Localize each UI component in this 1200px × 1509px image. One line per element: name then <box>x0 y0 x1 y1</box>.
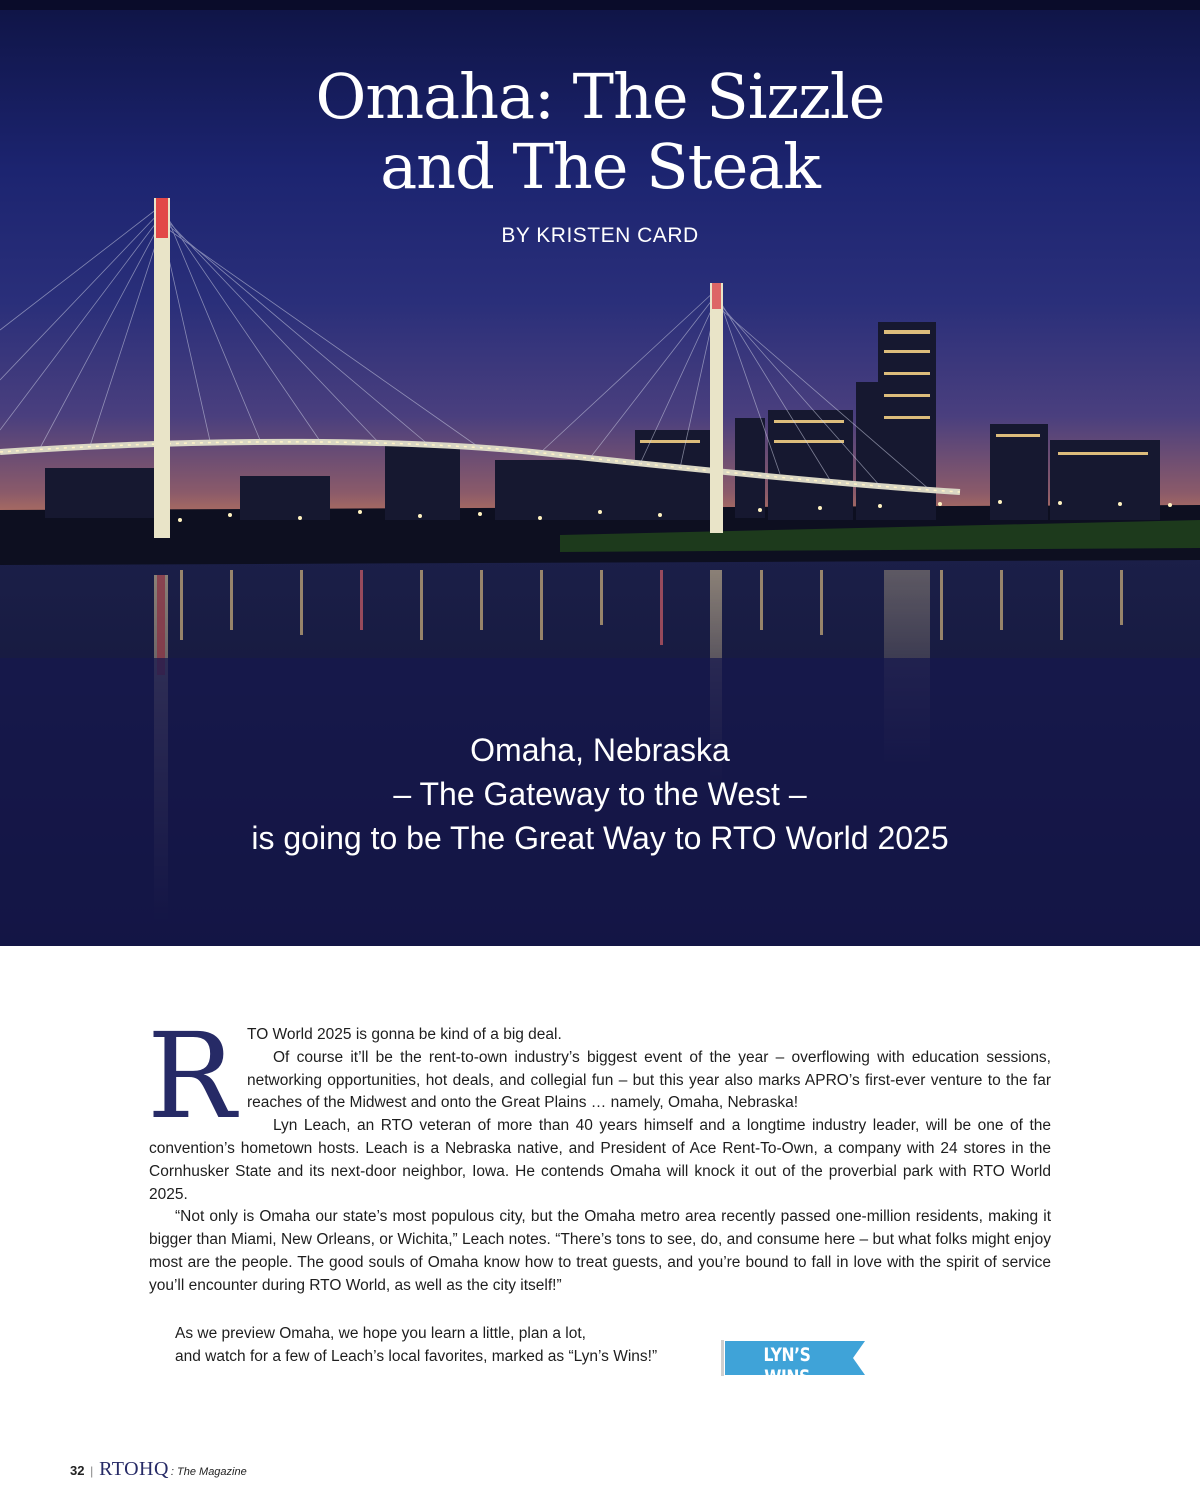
lyns-wins-badge <box>721 1338 867 1388</box>
paragraph-1: TO World 2025 is gonna be kind of a big deal. <box>247 1026 562 1043</box>
preview-note <box>175 1322 715 1368</box>
paragraph-4: “Not only is Omaha our state’s most populous city, but the Omaha metro area recently passed one-million residents, making it bigger than Miami, New Orleans, or Wichita,” Leach notes. “There’s tons to see, do, and consume here – but what folks might enjoy most are the people. The good souls of Omaha know how to treat guests, and you’re bound to fall in love with the spirit of service you’ll encounter during RTO World, as well as the city itself!” <box>149 1208 1051 1294</box>
preview-line-2: and watch for a few of Leach’s local favorites, marked as “Lyn’s Wins!” <box>175 1348 658 1365</box>
magazine-subtitle: : The Magazine <box>170 1466 247 1478</box>
tagline-line-2: – The Gateway to the West – <box>393 776 807 812</box>
badge-label: LYN’S WINS <box>763 1344 811 1388</box>
preview-line-1: As we preview Omaha, we hope you learn a little, plan a lot, <box>175 1325 586 1342</box>
tagline-line-3: is going to be The Great Way to RTO World 2025 <box>251 820 949 856</box>
drop-cap: R <box>147 1007 236 1145</box>
page-footer <box>70 1458 247 1480</box>
tagline <box>0 728 1200 860</box>
paragraph-3: Lyn Leach, an RTO veteran of more than 40 years himself and a longtime industry leader, will be one of the convention’s hometown hosts. Leach is a Nebraska native, and President of Ace Rent-To-Own, a company with 24 stores in the Cornhusker State and its next-door neighbor, Iowa. He contends Omaha will knock it out of the proverbial park with RTO World 2025. <box>149 1117 1051 1203</box>
paragraph-2: Of course it’ll be the rent-to-own industry’s biggest event of the year – overflowing with education sessions, networking opportunities, hot deals, and collegial fun – but this year also marks APRO’s first-ever venture to the far reaches of the Midwest and onto the Great Plains … namely, Omaha, Nebraska! <box>247 1048 1051 1112</box>
footer-separator: | <box>90 1463 94 1478</box>
article-title <box>0 62 1200 202</box>
article-body <box>147 1007 1051 1298</box>
title-line-2: and The Steak <box>380 130 820 203</box>
page-number: 32 <box>70 1463 85 1478</box>
tagline-line-1: Omaha, Nebraska <box>470 732 730 768</box>
magazine-brand: RTOHQ <box>99 1458 169 1480</box>
byline: BY KRISTEN CARD <box>501 224 699 247</box>
title-line-1: Omaha: The Sizzle <box>315 60 885 133</box>
top-bar <box>0 0 1200 10</box>
